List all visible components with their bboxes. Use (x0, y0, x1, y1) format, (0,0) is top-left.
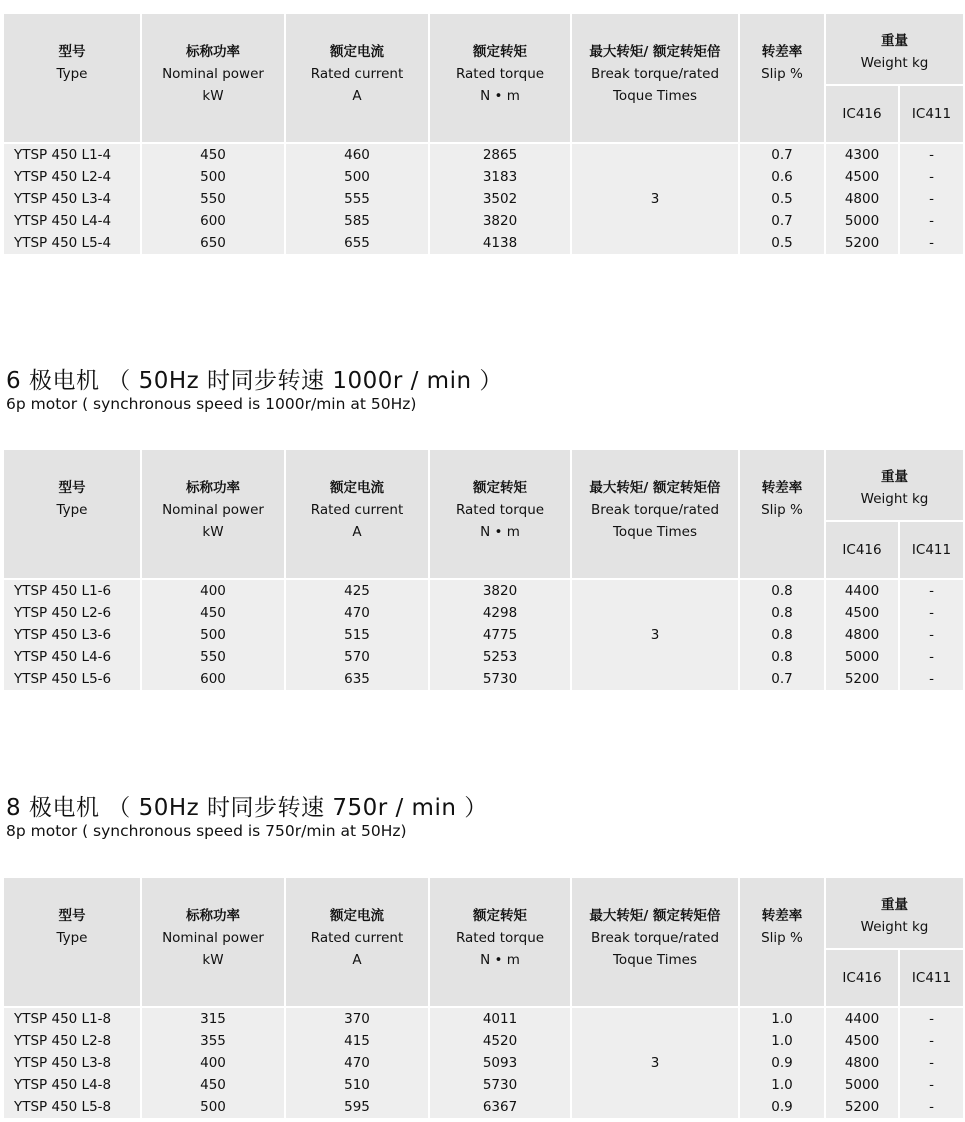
table-row (4, 602, 963, 624)
col-header-ic416: IC416 (826, 948, 898, 1006)
header-label: 型号 (58, 480, 86, 496)
col-header-ic416: IC416 (826, 84, 898, 142)
header-label: 额定电流 (330, 480, 384, 496)
header-label: Toque Times (612, 952, 697, 968)
cell-current: 555 (286, 188, 428, 210)
cell-ic411: - (900, 668, 963, 690)
header-unit: A (352, 524, 362, 540)
cell-power: 600 (142, 668, 284, 690)
cell-ic411: - (900, 144, 963, 166)
cell-current: 515 (286, 624, 428, 646)
cell-slip: 0.8 (740, 602, 824, 624)
cell-ic411: - (900, 232, 963, 254)
cell-power: 500 (142, 624, 284, 646)
cell-torque: 3820 (430, 210, 570, 232)
cell-torque-ratio: 3 (572, 580, 738, 690)
cell-ic416: 4500 (826, 166, 898, 188)
header-label: 额定电流 (330, 908, 384, 924)
cell-ic416: 5200 (826, 1096, 898, 1118)
cell-current: 470 (286, 1052, 428, 1074)
section-subtitle-6p: 6p motor ( synchronous speed is 1000r/min at 50Hz) (6, 395, 417, 413)
col-header-torque (430, 14, 570, 142)
col-header-ic416: IC416 (826, 520, 898, 578)
section-title-6p: 6 极电机 （ 50Hz 时同步转速 1000r / min ） (6, 368, 503, 394)
cell-slip: 0.7 (740, 210, 824, 232)
spec-table-6p (0, 450, 965, 690)
header-label: 额定转矩 (473, 44, 527, 60)
header-label: Weight kg (860, 55, 929, 71)
cell-slip: 0.8 (740, 580, 824, 602)
header-label: 标称功率 (186, 908, 240, 924)
header-label: 额定转矩 (473, 480, 527, 496)
cell-ic411: - (900, 1052, 963, 1074)
cell-torque: 5730 (430, 1074, 570, 1096)
cell-power: 650 (142, 232, 284, 254)
header-unit: A (352, 88, 362, 104)
col-header-slip (740, 878, 824, 1006)
col-header-weight (826, 878, 963, 948)
cell-torque-ratio: 3 (572, 1008, 738, 1118)
cell-power: 550 (142, 188, 284, 210)
col-header-torque (430, 878, 570, 1006)
col-header-torque-ratio (572, 14, 738, 142)
cell-current: 500 (286, 166, 428, 188)
header-label: 额定转矩 (473, 908, 527, 924)
table-row (4, 624, 963, 646)
header-label: 转差率 (761, 908, 803, 924)
header-label: 最大转矩/ 额定转矩倍 (589, 44, 721, 60)
header-label: 标称功率 (186, 480, 240, 496)
cell-model: YTSP 450 L2-8 (4, 1030, 140, 1052)
cell-torque: 5093 (430, 1052, 570, 1074)
cell-ic411: - (900, 602, 963, 624)
header-unit: kW (202, 952, 224, 968)
cell-power: 550 (142, 646, 284, 668)
table-row (4, 646, 963, 668)
cell-current: 370 (286, 1008, 428, 1030)
cell-power: 400 (142, 1052, 284, 1074)
cell-current: 655 (286, 232, 428, 254)
table-row (4, 580, 963, 602)
cell-ic416: 4800 (826, 188, 898, 210)
header-label: Type (56, 502, 88, 518)
cell-ic416: 5000 (826, 1074, 898, 1096)
cell-slip: 0.7 (740, 668, 824, 690)
spec-table-4p (0, 14, 965, 254)
cell-ic411: - (900, 1030, 963, 1052)
header-label: Weight kg (860, 491, 929, 507)
table-row (4, 232, 963, 254)
cell-ic411: - (900, 210, 963, 232)
cell-torque: 5253 (430, 646, 570, 668)
spec-table (2, 450, 965, 690)
table-row (4, 668, 963, 690)
col-header-slip (740, 14, 824, 142)
cell-ic411: - (900, 1074, 963, 1096)
cell-ic416: 5000 (826, 210, 898, 232)
cell-power: 450 (142, 602, 284, 624)
header-label: Break torque/rated (590, 502, 720, 518)
cell-slip: 1.0 (740, 1030, 824, 1052)
header-label: 转差率 (761, 44, 803, 60)
cell-ic411: - (900, 1008, 963, 1030)
cell-model: YTSP 450 L5-4 (4, 232, 140, 254)
cell-ic411: - (900, 624, 963, 646)
cell-ic411: - (900, 646, 963, 668)
header-label: Type (56, 66, 88, 82)
cell-torque: 5730 (430, 668, 570, 690)
header-unit: N • m (480, 524, 520, 540)
col-header-slip (740, 450, 824, 578)
header-label: Toque Times (612, 524, 697, 540)
cell-slip: 0.5 (740, 232, 824, 254)
col-header-weight (826, 14, 963, 84)
cell-ic416: 4300 (826, 144, 898, 166)
cell-model: YTSP 450 L4-8 (4, 1074, 140, 1096)
header-label: 重量 (881, 897, 908, 913)
cell-ic416: 4800 (826, 1052, 898, 1074)
cell-torque: 4775 (430, 624, 570, 646)
header-label: Break torque/rated (590, 930, 720, 946)
cell-model: YTSP 450 L3-8 (4, 1052, 140, 1074)
cell-power: 355 (142, 1030, 284, 1052)
cell-power: 400 (142, 580, 284, 602)
col-header-type (4, 878, 140, 1006)
col-header-current (286, 450, 428, 578)
header-label: Type (56, 930, 88, 946)
header-label: Nominal power (162, 66, 264, 82)
cell-power: 500 (142, 1096, 284, 1118)
header-label: Slip % (761, 502, 803, 518)
header-unit: A (352, 952, 362, 968)
table-row (4, 1074, 963, 1096)
col-header-weight (826, 450, 963, 520)
col-header-ic411: IC411 (900, 520, 963, 578)
header-label: Rated torque (455, 502, 545, 518)
section-title-8p: 8 极电机 （ 50Hz 时同步转速 750r / min ） (6, 795, 488, 821)
col-header-ic411: IC411 (900, 948, 963, 1006)
col-header-power (142, 14, 284, 142)
col-header-type (4, 450, 140, 578)
cell-ic416: 4400 (826, 1008, 898, 1030)
cell-ic416: 4500 (826, 602, 898, 624)
cell-model: YTSP 450 L5-8 (4, 1096, 140, 1118)
header-label: Nominal power (162, 930, 264, 946)
table-row (4, 166, 963, 188)
cell-slip: 0.9 (740, 1052, 824, 1074)
header-unit: kW (202, 524, 224, 540)
header-label: Rated current (310, 930, 404, 946)
cell-model: YTSP 450 L4-4 (4, 210, 140, 232)
table-row (4, 1096, 963, 1118)
table-row (4, 1030, 963, 1052)
header-label: Break torque/rated (590, 66, 720, 82)
col-header-power (142, 878, 284, 1006)
cell-slip: 0.8 (740, 624, 824, 646)
col-header-power (142, 450, 284, 578)
cell-torque: 3183 (430, 166, 570, 188)
cell-ic411: - (900, 166, 963, 188)
header-unit: N • m (480, 88, 520, 104)
header-label: Slip % (761, 66, 803, 82)
cell-current: 470 (286, 602, 428, 624)
table-row (4, 210, 963, 232)
cell-torque: 3502 (430, 188, 570, 210)
cell-model: YTSP 450 L2-4 (4, 166, 140, 188)
col-header-torque (430, 450, 570, 578)
cell-model: YTSP 450 L5-6 (4, 668, 140, 690)
header-label: Nominal power (162, 502, 264, 518)
cell-model: YTSP 450 L3-4 (4, 188, 140, 210)
cell-power: 600 (142, 210, 284, 232)
cell-ic416: 5000 (826, 646, 898, 668)
cell-model: YTSP 450 L1-6 (4, 580, 140, 602)
cell-torque: 4298 (430, 602, 570, 624)
col-header-torque-ratio (572, 878, 738, 1006)
cell-slip: 0.5 (740, 188, 824, 210)
spec-table (2, 14, 965, 254)
cell-torque: 6367 (430, 1096, 570, 1118)
cell-slip: 1.0 (740, 1008, 824, 1030)
header-label: 额定电流 (330, 44, 384, 60)
header-label: 最大转矩/ 额定转矩倍 (589, 908, 721, 924)
cell-ic416: 4500 (826, 1030, 898, 1052)
header-label: Toque Times (612, 88, 697, 104)
cell-current: 570 (286, 646, 428, 668)
cell-slip: 0.7 (740, 144, 824, 166)
header-label: Rated current (310, 66, 404, 82)
cell-ic411: - (900, 188, 963, 210)
header-label: 重量 (881, 469, 908, 485)
cell-model: YTSP 450 L4-6 (4, 646, 140, 668)
cell-torque: 3820 (430, 580, 570, 602)
cell-power: 450 (142, 1074, 284, 1096)
table-row (4, 144, 963, 166)
cell-current: 595 (286, 1096, 428, 1118)
table-row (4, 1008, 963, 1030)
col-header-type (4, 14, 140, 142)
header-label: Rated torque (455, 930, 545, 946)
header-label: 重量 (881, 33, 908, 49)
spec-table (2, 878, 965, 1118)
header-label: Slip % (761, 930, 803, 946)
col-header-ic411: IC411 (900, 84, 963, 142)
cell-torque-ratio: 3 (572, 144, 738, 254)
cell-slip: 0.8 (740, 646, 824, 668)
cell-current: 460 (286, 144, 428, 166)
cell-model: YTSP 450 L3-6 (4, 624, 140, 646)
header-unit: kW (202, 88, 224, 104)
cell-current: 635 (286, 668, 428, 690)
header-label: Rated torque (455, 66, 545, 82)
cell-ic416: 4400 (826, 580, 898, 602)
cell-ic416: 5200 (826, 232, 898, 254)
table-row (4, 1052, 963, 1074)
cell-power: 500 (142, 166, 284, 188)
cell-ic416: 4800 (826, 624, 898, 646)
cell-slip: 0.6 (740, 166, 824, 188)
cell-torque: 4138 (430, 232, 570, 254)
col-header-current (286, 14, 428, 142)
header-label: 型号 (58, 44, 86, 60)
header-label: 转差率 (761, 480, 803, 496)
header-label: Rated current (310, 502, 404, 518)
cell-current: 415 (286, 1030, 428, 1052)
cell-current: 425 (286, 580, 428, 602)
col-header-current (286, 878, 428, 1006)
cell-current: 585 (286, 210, 428, 232)
cell-current: 510 (286, 1074, 428, 1096)
header-label: 型号 (58, 908, 86, 924)
cell-power: 315 (142, 1008, 284, 1030)
header-label: 最大转矩/ 额定转矩倍 (589, 480, 721, 496)
cell-slip: 1.0 (740, 1074, 824, 1096)
spec-table-8p (0, 878, 965, 1118)
cell-model: YTSP 450 L1-4 (4, 144, 140, 166)
cell-power: 450 (142, 144, 284, 166)
cell-ic411: - (900, 580, 963, 602)
col-header-torque-ratio (572, 450, 738, 578)
cell-ic416: 5200 (826, 668, 898, 690)
section-subtitle-8p: 8p motor ( synchronous speed is 750r/min at 50Hz) (6, 822, 407, 840)
header-label: Weight kg (860, 919, 929, 935)
cell-torque: 4011 (430, 1008, 570, 1030)
header-label: 标称功率 (186, 44, 240, 60)
cell-torque: 4520 (430, 1030, 570, 1052)
cell-slip: 0.9 (740, 1096, 824, 1118)
cell-ic411: - (900, 1096, 963, 1118)
table-row (4, 188, 963, 210)
cell-model: YTSP 450 L1-8 (4, 1008, 140, 1030)
cell-torque: 2865 (430, 144, 570, 166)
cell-model: YTSP 450 L2-6 (4, 602, 140, 624)
header-unit: N • m (480, 952, 520, 968)
